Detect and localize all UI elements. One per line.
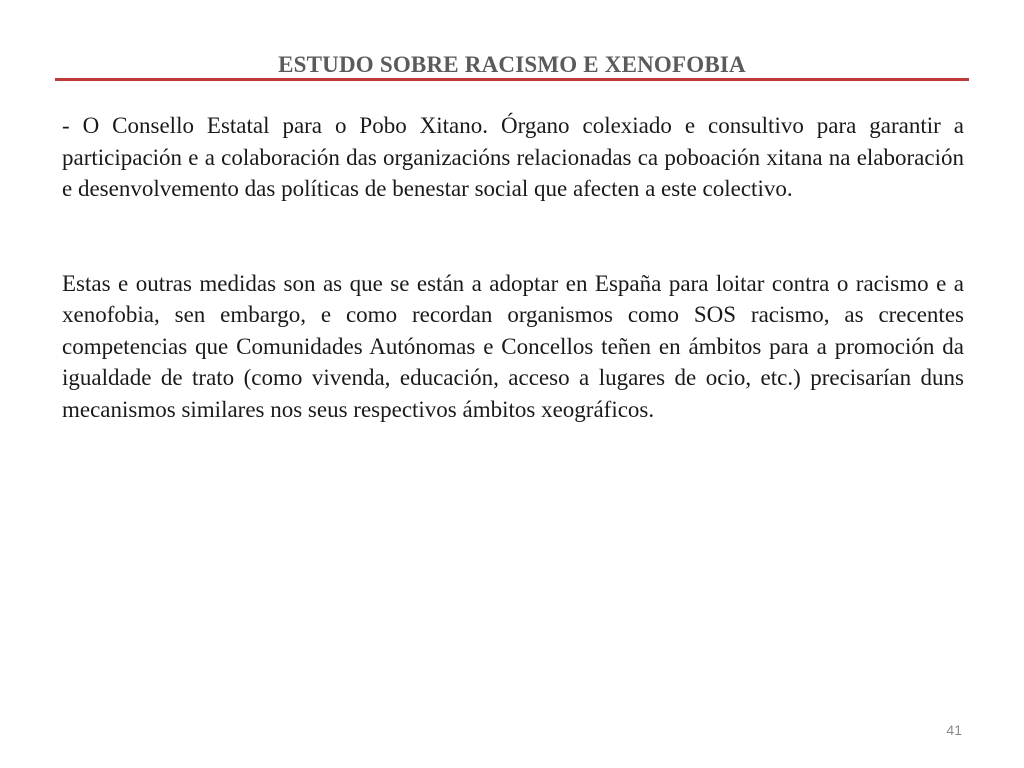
paragraph-medidas: Estas e outras medidas son as que se están a adoptar en España para loitar contra o racismo e a xenofobia, sen embargo, e como recordan organismos como SOS racismo, as crecentes competencias que Comunidades Autónomas e Concellos teñen en ámbitos para a promoción da igualdade de trato (como vivenda, educación, acceso a lugares de ocio, etc.) precisarían duns mecanismos similares nos seus respectivos ámbitos xeográficos.: [62, 270, 964, 422]
title-divider: [55, 78, 969, 81]
paragraph-consello: - O Consello Estatal para o Pobo Xitano. Órgano colexiado e consultivo para garantir a participación e a colaboración das organizacións relacionadas ca poboación xitana na elaboración e desenvolvemento das políticas de benestar social que afecten a este colectivo.: [62, 113, 964, 201]
slide-body: [62, 110, 964, 425]
slide-title: ESTUDO SOBRE RACISMO E XENOFOBIA: [278, 52, 746, 77]
page-number: 41: [946, 722, 962, 738]
